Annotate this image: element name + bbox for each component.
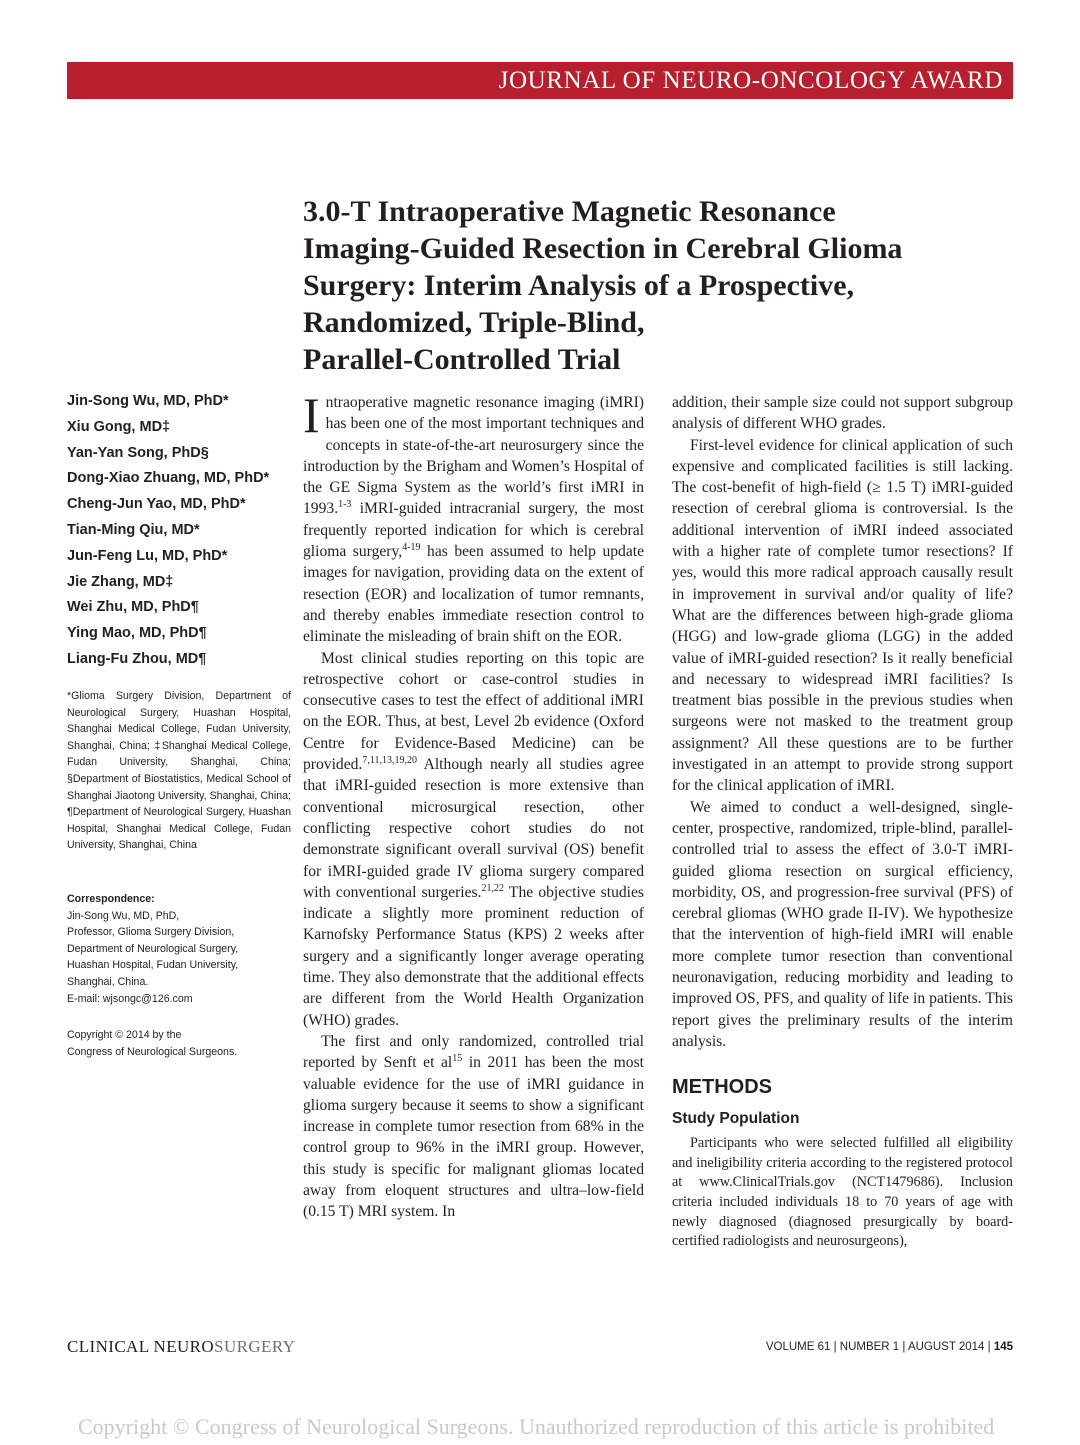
author: Wei Zhu, MD, PhD¶ — [67, 599, 199, 616]
subsection-heading: Study Population — [672, 1110, 800, 1128]
body-column-left — [303, 387, 645, 1223]
affiliations: *Glioma Surgery Division, Department of Neurological Surgery, Huashan Hospital, Shanghai Medical College, Fudan University, Shanghai, China; ‡Shanghai Medical College, Fudan University, Shanghai, China; §Department of Biostatistics, Medical School of Shanghai Jiaotong University, Shanghai, China; ¶Department of Neurological Surgery, Huashan Hospital, Shanghai Medical College, Fudan University, Shanghai, China — [67, 690, 291, 852]
reference[interactable]: 15 — [452, 1053, 463, 1065]
reference[interactable]: 4-19 — [402, 542, 421, 554]
correspondence — [67, 891, 291, 1007]
paragraph: Intraoperative magnetic resonance imaging (iMRI) has been one of the most important techniques and concepts in state-of-the-art neurosurgery since the introduction by the Brigham and Women’s Hospital of the GE Sigma System as the world’s first iMRI in 1993.$^{1-3}$ iMRI-guided intracranial surgery, the most frequently reported indication for which is cerebral glioma surgery,$^{4-19}$ has been assumed to help update images for navigation, providing data on the extent of resection (EOR) and localization of tumor remnants, and thereby enables immediate resection control to eliminate the misleading of brain shift on the EOR. — [303, 387, 645, 646]
body-column-right — [672, 392, 1013, 1252]
journal-banner — [67, 62, 1013, 99]
drop-cap: I — [303, 387, 320, 443]
title-line: Parallel-Controlled Trial — [303, 343, 621, 376]
banner-text: JOURNAL OF NEURO-ONCOLOGY AWARD — [498, 67, 1003, 94]
issue-info: VOLUME 61 | NUMBER 1 | AUGUST 2014 | 145 — [765, 1341, 1013, 1353]
page-number: 145 — [993, 1341, 1013, 1353]
author: Liang-Fu Zhou, MD¶ — [67, 650, 207, 667]
paragraph: The first and only randomized, controlled trial reported by Senft et $al^{15}$ in 2011 has been the most valuable evidence for the use of iMRI guidance in glioma surgery because it seems to show a significant increase in complete tumor resection from 68% in the control group to 96% in the iMRI group. However, this study is specific for malignant gliomas located away from eloquent structures and ultra–low-field (0.15 T) MRI system. In — [303, 1032, 645, 1221]
correspondence-line: Department of Neurological Surgery, — [67, 942, 239, 955]
reference[interactable]: 1-3 — [338, 499, 352, 511]
correspondence-email[interactable]: E-mail: wjsongc@126.com — [67, 992, 193, 1005]
author: Cheng-Jun Yao, MD, PhD* — [67, 496, 246, 513]
correspondence-line: Jin-Song Wu, MD, PhD, — [67, 909, 180, 922]
paragraph: addition, their sample size could not support subgroup analysis of different WHO grades. — [672, 394, 1013, 433]
author: Jie Zhang, MD‡ — [67, 573, 174, 590]
article-title — [303, 193, 1003, 378]
correspondence-heading: Correspondence: — [67, 893, 155, 905]
author: Jun-Feng Lu, MD, PhD* — [67, 547, 228, 564]
paragraph: Most clinical studies reporting on this topic are retrospective cohort or case-control studies in consecutive cases to test the effect of additional iMRI on the EOR. Thus, at best, Level 2b evidence (Oxford Centre for Evidence-Based Medicine) can be provided.$^{7,11,13,19,20}$ Although nearly all studies agree that iMRI-guided resection is more extensive than conventional microsurgical resection, other conflicting respective cohort studies do not demonstrate significant overall survival (OS) benefit for iMRI-guided grade IV glioma surgery compared with conventional surgeries.$^{21,22}$ The objective studies indicate a slightly more prominent reduction of Karnofsky Performance Status (KPS) 2 weeks after surgery and a significantly longer average operating time. They also demonstrate that the additional effects are different from the World Health Organization (WHO) grades. — [303, 649, 644, 1029]
copyright-notice — [67, 1027, 291, 1060]
title-line: Randomized, Triple-Blind, — [303, 306, 645, 339]
reference[interactable]: 21,22 — [481, 882, 505, 894]
copyright-line: Copyright © 2014 by the — [67, 1029, 182, 1041]
paragraph: We aimed to conduct a well-designed, single-center, prospective, randomized, triple-blind, parallel-controlled trial to assess the effect of 3.0-T iMRI-guided glioma resection on surgical efficiency, morbidity, OS, and progression-free survival (PFS) of cerebral gliomas (WHO grade II-IV). We hypothesize that the intervention of high-field iMRI will enable more complete tumor resection than conventional neuronavigation, reducing morbidity and leading to improved OS, PFS, and quality of life in patients. This report gives the preliminary results of the interim analysis. — [672, 798, 1013, 1050]
author: Tian-Ming Qiu, MD* — [67, 521, 200, 538]
title-line: Surgery: Interim Analysis of a Prospective, — [303, 269, 855, 302]
reference[interactable]: 7,11,13,19,20 — [362, 755, 417, 767]
author: Ying Mao, MD, PhD¶ — [67, 625, 207, 642]
paragraph: Participants who were selected fulfilled all eligibility and ineligibility criteria according to the registered protocol at www.ClinicalTrials.gov (NCT1479686). Inclusion criteria included individuals 18 to 70 years of age with newly diagnosed (diagnosed presurgically by board-certified radiologists and neurosurgeons), — [672, 1135, 1013, 1250]
paragraph: First-level evidence for clinical application of such expensive and complicated facilities is still lacking. The cost-benefit of high-field (≥ 1.5 T) iMRI-guided resection of cerebral glioma is controversial. Is the additional intervention of iMRI indeed associated with a higher rate of complete tumor resections? If yes, would this more radical approach causally result in improvement in survival and/or quality of life? What are the differences between high-grade glioma (HGG) and low-grade glioma (LGG) in the added value of iMRI-guided resection? Is it really beneficial and necessary to widespread iMRI facilities? Is treatment bias possible in the previous studies when surgeons were not masked to the treatment group assignment? All these questions are to be further investigated in an attempt to provide strong support for the clinical application of iMRI. — [672, 436, 1013, 795]
author: Yan-Yan Song, PhD§ — [67, 444, 209, 461]
title-line: Imaging-Guided Resection in Cerebral Glioma — [303, 232, 903, 265]
title-line: 3.0-T Intraoperative Magnetic Resonance — [303, 195, 836, 228]
copyright-line: Congress of Neurological Surgeons. — [67, 1045, 238, 1058]
copyright-watermark: Copyright © Congress of Neurological Surgeons. Unauthorized reproduction of this article is prohibited — [78, 1414, 995, 1439]
section-heading: METHODS — [672, 1076, 772, 1099]
correspondence-line: Shanghai, China. — [67, 975, 149, 988]
correspondence-line: Professor, Glioma Surgery Division, — [67, 926, 235, 939]
author: Jin-Song Wu, MD, PhD* — [67, 393, 229, 409]
author-list — [67, 389, 297, 673]
author: Dong-Xiao Zhuang, MD, PhD* — [67, 470, 270, 487]
author: Xiu Gong, MD‡ — [67, 418, 171, 435]
correspondence-line: Huashan Hospital, Fudan University, — [67, 959, 239, 972]
journal-name: CLINICAL NEUROSURGERY — [67, 1337, 296, 1356]
